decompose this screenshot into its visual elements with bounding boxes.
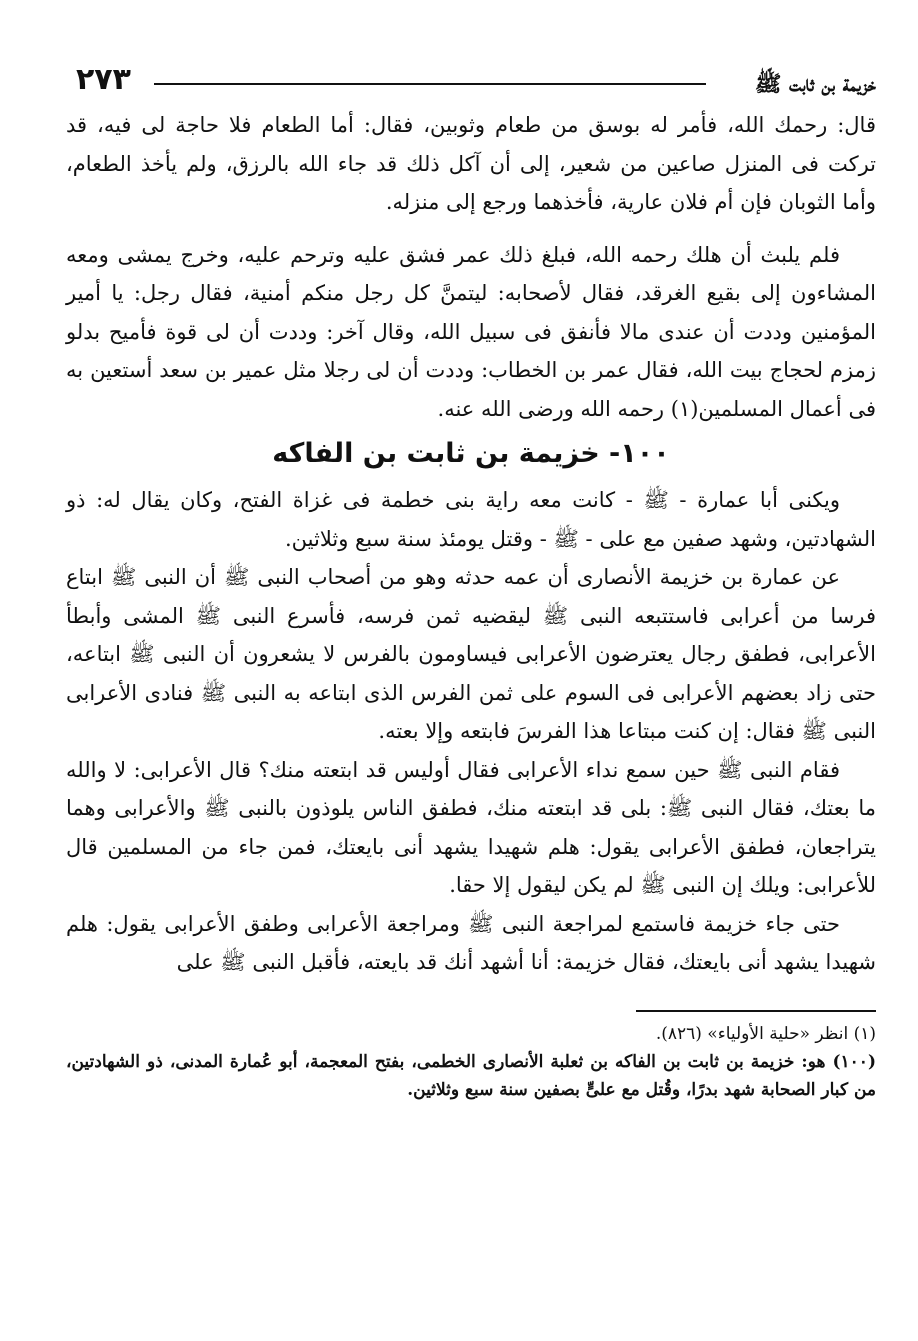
paragraph: ويكنى أبا عمارة - ﷺ - كانت معه راية بنى خطمة فى غزاة الفتح، وكان يقال له: ذو الشهادتين، وشهد صفين مع على - ﷺ - وقتل يومئذ سنة سبع وثلاثين. [66,488,876,551]
footnotes [66,1020,876,1104]
footnote: (١٠٠) هو: خزيمة بن ثابت بن الفاكه بن ثعلبة الأنصارى الخطمى، بفتح المعجمة، أبو عُمارة المدنى، ذو الشهادتين، من كبار الصحابة شهد بدرًا، وقُتل مع علىٍّ بصفين سنة سبع وثلاثين. [66,1051,876,1100]
running-title: خزيمة بن ثابت ﷺ [754,71,876,97]
section-heading: ١٠٠- خزيمة بن ثابت بن الفاكه [272,438,670,469]
paragraph: قال: رحمك الله، فأمر له بوسق من طعام وثوبين، فقال: أما الطعام فلا حاجة لى فيه، قد تركت فى المنزل صاعين من شعير، إلى أن آكل ذلك قد جاء الله بالرزق، ولم يأخذ الطعام، وأما الثوبان فإن أم فلان عارية، فأخذهما ورجع إلى منزله. [66,113,876,214]
footnote: (١) انظر «حلية الأولياء» (٨٢٦). [655,1023,876,1044]
paragraph: عن عمارة بن خزيمة الأنصارى أن عمه حدثه وهو من أصحاب النبى ﷺ أن النبى ﷺ ابتاع فرسا من أعرابى فاستتبعه النبى ﷺ ليقضيه ثمن فرسه، فأسرع النبى ﷺ المشى وأبطأ الأعرابى، فطفق رجال يعترضون الأعرابى فيساومون بالفرس لا يشعرون أن النبى ﷺ ابتاعه، حتى زاد بعضهم الأعرابى فى السوم على ثمن الفرس الذى ابتاعه به النبى ﷺ فنادى الأعرابى النبى ﷺ فقال: إن كنت مبتاعا هذا الفرسَ فابتعه وإلا بعته. [66,565,876,743]
paragraph: فقام النبى ﷺ حين سمع نداء الأعرابى فقال أوليس قد ابتعته منك؟ قال الأعرابى: لا والله ما بعتك، فقال النبى ﷺ: بلى قد ابتعته منك، فطفق الناس يلوذون بالنبى ﷺ والأعرابى وهما يتراجعان، فطفق الأعرابى يقول: هلم شهيدا يشهد أنى بايعتك، فمن جاء من المسلمين قال للأعرابى: ويلك إن النبى ﷺ لم يكن ليقول إلا حقا. [66,757,877,897]
footnote-rule [636,1010,876,1012]
paragraph: فلم يلبث أن هلك رحمه الله، فبلغ ذلك عمر فشق عليه وترحم عليه، وخرج يمشى ومعه المشاءون إلى بقيع الغرقد، فقال لأصحابه: ليتمنَّ كل رجل منكم أمنية، فقال رجل: يا أمير المؤمنين وددت أن عندى مالا فأنفق فى سبيل الله، وقال آخر: وددت أن لى قوة فأميح بدلو زمزم لحجاج بيت الله، فقال عمر بن الخطاب: وددت أن لى رجلا مثل عمير بن سعد أستعين به فى أعمال المسلمين(١) رحمه الله ورضى الله عنه. [66,242,876,421]
paragraph-gap [66,222,876,236]
page-header [66,60,876,106]
page-number: ٢٧٣ [76,62,131,97]
paragraph: حتى جاء خزيمة فاستمع لمراجعة النبى ﷺ ومراجعة الأعرابى وطفق الأعرابى يقول: هلم شهيدا يشهد أنى بايعتك، فقال خزيمة: أنا أشهد أنك قد بايعته، فأقبل النبى ﷺ على [66,911,876,974]
book-page [66,60,876,1104]
body-text [66,106,876,982]
header-rule [154,83,706,85]
